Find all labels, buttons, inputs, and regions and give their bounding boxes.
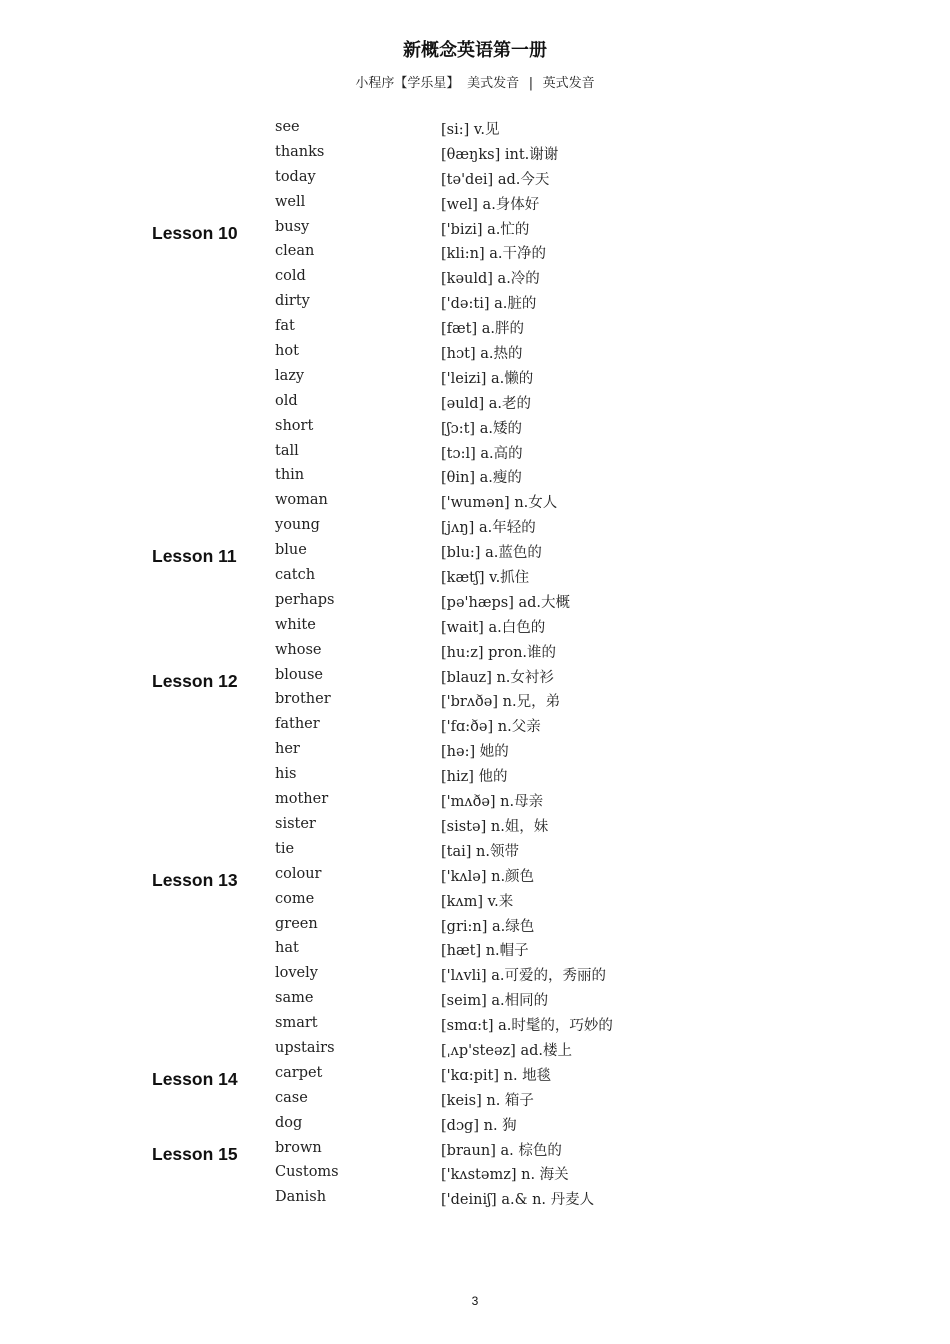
vocab-word: old <box>275 392 298 409</box>
vocab-word: sister <box>275 815 316 832</box>
vocab-word: her <box>275 741 300 758</box>
vocab-row <box>0 937 950 962</box>
vocab-word: his <box>275 766 297 783</box>
vocab-word: young <box>275 517 320 534</box>
vocab-word: Customs <box>275 1164 339 1181</box>
vocab-word: Danish <box>275 1189 327 1206</box>
vocab-definition: [hə:] 她的 <box>441 744 509 761</box>
vocab-definition: [sistə] n.姐，妹 <box>441 818 549 835</box>
vocab-row <box>0 1012 950 1037</box>
vocab-word: thin <box>275 467 305 484</box>
vocab-definition: [hæt] n.帽子 <box>441 943 529 960</box>
vocab-definition: ['də:ti] a.脏的 <box>441 296 537 313</box>
vocab-word: hot <box>275 343 299 360</box>
vocab-definition: [kli:n] a.干净的 <box>441 246 546 263</box>
vocab-word: catch <box>275 567 316 584</box>
vocab-word: cold <box>275 268 306 285</box>
vocab-definition: [seim] a.相同的 <box>441 993 549 1010</box>
vocab-definition: [hiz] 他的 <box>441 769 508 786</box>
vocab-definition: [θæŋks] int.谢谢 <box>441 146 559 163</box>
vocab-definition: ['fɑ:ðə] n.父亲 <box>441 719 541 736</box>
vocab-definition: [smɑ:t] a.时髦的，巧妙的 <box>441 1018 613 1035</box>
vocab-word: today <box>275 168 316 185</box>
vocab-word: lazy <box>275 367 305 384</box>
vocab-row <box>0 614 950 639</box>
vocab-definition: ['kʌlə] n.颜色 <box>441 868 535 885</box>
vocab-definition: ['bizi] a.忙的 <box>441 221 530 238</box>
vocab-row <box>0 788 950 813</box>
vocab-definition: [hu:z] pron.谁的 <box>441 644 557 661</box>
vocab-definition: [ˌʌp'steəz] ad.楼上 <box>441 1042 572 1059</box>
vocab-definition: [blauz] n.女衬衫 <box>441 669 554 686</box>
vocab-word: smart <box>275 1015 318 1032</box>
vocab-row <box>0 191 950 216</box>
vocab-word: tie <box>275 840 295 857</box>
vocab-definition: [hɔt] a.热的 <box>441 346 523 363</box>
vocab-definition: [fæt] a.胖的 <box>441 321 524 338</box>
vocab-definition: [wel] a.身体好 <box>441 196 540 213</box>
vocab-word: thanks <box>275 143 325 160</box>
vocab-definition: [tɔ:l] a.高的 <box>441 445 523 462</box>
vocab-word: dirty <box>275 293 310 310</box>
vocab-definition: [braun] a. 棕色的 <box>441 1142 562 1159</box>
vocab-definition: ['brʌðə] n.兄，弟 <box>441 694 561 711</box>
vocab-row <box>0 539 950 567</box>
vocab-row <box>0 489 950 514</box>
vocab-row <box>0 1062 950 1087</box>
vocab-row <box>0 763 950 788</box>
vocab-word: well <box>275 193 306 210</box>
vocab-row <box>0 1112 950 1137</box>
lesson-label: Lesson 15 <box>152 1143 238 1164</box>
vocab-word: green <box>275 915 318 932</box>
vocab-word: mother <box>275 791 329 808</box>
vocab-definition: ['wumən] n.女人 <box>441 495 558 512</box>
vocab-row <box>0 838 950 863</box>
vocab-word: woman <box>275 492 328 509</box>
vocab-word: short <box>275 417 314 434</box>
vocabulary-list <box>0 116 950 1211</box>
vocab-definition: ['kʌstəmz] n. 海关 <box>441 1167 569 1184</box>
vocab-row <box>0 390 950 415</box>
vocab-word: white <box>275 616 316 633</box>
vocab-row <box>0 340 950 365</box>
vocab-definition: ['lʌvli] a.可爱的，秀丽的 <box>441 968 606 985</box>
page-number: 3 <box>471 1294 479 1308</box>
vocab-row <box>0 514 950 539</box>
vocab-word: come <box>275 890 315 907</box>
vocab-row <box>0 365 950 390</box>
vocab-definition: [kəuld] a.冷的 <box>441 271 540 288</box>
lesson-label: Lesson 12 <box>152 670 238 691</box>
vocab-definition: [jʌŋ] a.年轻的 <box>441 520 536 537</box>
vocab-word: upstairs <box>275 1039 335 1056</box>
vocab-definition: [wait] a.白色的 <box>441 619 546 636</box>
vocab-definition: [θin] a.瘦的 <box>441 470 522 487</box>
vocab-row <box>0 813 950 838</box>
vocab-row <box>0 166 950 191</box>
vocab-row <box>0 1161 950 1186</box>
vocab-row <box>0 1087 950 1112</box>
vocab-word: brown <box>275 1139 322 1156</box>
vocab-definition: [blu:] a.蓝色的 <box>441 545 542 562</box>
vocab-word: clean <box>275 243 315 260</box>
vocab-definition: [kætʃ] v.抓住 <box>441 570 530 587</box>
vocab-word: busy <box>275 218 310 235</box>
vocab-word: blue <box>275 542 307 559</box>
vocab-definition: ['leizi] a.懒的 <box>441 370 534 387</box>
vocab-row <box>0 564 950 589</box>
vocab-word: blouse <box>275 666 324 683</box>
vocab-row <box>0 688 950 713</box>
vocab-row <box>0 415 950 440</box>
vocab-row <box>0 464 950 489</box>
lesson-label: Lesson 14 <box>152 1068 238 1089</box>
vocab-word: colour <box>275 865 322 882</box>
vocab-row <box>0 639 950 664</box>
vocab-definition: [keis] n. 箱子 <box>441 1092 534 1109</box>
vocab-word: tall <box>275 442 299 459</box>
vocab-row <box>0 1037 950 1062</box>
vocab-word: lovely <box>275 965 318 982</box>
vocab-word: father <box>275 716 320 733</box>
vocab-row <box>0 265 950 290</box>
lesson-label: Lesson 13 <box>152 869 238 890</box>
vocab-row <box>0 888 950 913</box>
vocab-row <box>0 713 950 738</box>
vocab-row <box>0 216 950 241</box>
vocab-row <box>0 738 950 763</box>
vocab-definition: [kʌm] v.来 <box>441 893 514 910</box>
vocab-word: perhaps <box>275 591 335 608</box>
vocab-definition: ['mʌðə] n.母亲 <box>441 794 544 811</box>
vocab-row <box>0 315 950 340</box>
vocab-row <box>0 240 950 265</box>
vocab-word: same <box>275 990 314 1007</box>
vocab-row <box>0 962 950 987</box>
vocab-definition: [əuld] a.老的 <box>441 395 532 412</box>
vocab-row <box>0 141 950 166</box>
vocab-word: case <box>275 1089 308 1106</box>
vocab-row <box>0 987 950 1012</box>
vocab-definition: [tə'dei] ad.今天 <box>441 171 550 188</box>
vocab-row <box>0 1186 950 1211</box>
vocab-definition: [si:] v.见 <box>441 122 500 138</box>
vocab-word: brother <box>275 691 331 708</box>
page-subtitle: 小程序【学乐星】 美式发音 | 英式发音 <box>355 76 595 91</box>
vocab-row <box>0 290 950 315</box>
vocab-definition: ['deiniʃ] a.& n. 丹麦人 <box>441 1192 595 1209</box>
vocab-row <box>0 440 950 465</box>
vocab-row <box>0 1137 950 1162</box>
vocab-word: dog <box>275 1114 303 1131</box>
vocab-row <box>0 913 950 938</box>
vocab-word: whose <box>275 641 322 658</box>
vocab-definition: [dɔg] n. 狗 <box>441 1117 517 1134</box>
vocab-row <box>0 664 950 689</box>
vocab-definition: [tai] n.领带 <box>441 843 519 860</box>
vocab-definition: [gri:n] a.绿色 <box>441 918 535 935</box>
vocab-definition: [ʃɔ:t] a.矮的 <box>441 420 522 437</box>
vocab-definition: ['kɑ:pit] n. 地毯 <box>441 1067 552 1084</box>
vocab-row <box>0 589 950 614</box>
vocab-word: fat <box>275 318 295 335</box>
vocab-word: hat <box>275 940 299 957</box>
vocab-word: see <box>275 119 300 135</box>
vocab-word: carpet <box>275 1064 323 1081</box>
vocab-row <box>0 116 950 141</box>
vocab-row <box>0 863 950 888</box>
lesson-label: Lesson 11 <box>152 546 237 567</box>
page-title: 新概念英语第一册 <box>403 40 547 61</box>
lesson-label: Lesson 10 <box>152 222 238 243</box>
vocab-definition: [pə'hæps] ad.大概 <box>441 594 570 611</box>
